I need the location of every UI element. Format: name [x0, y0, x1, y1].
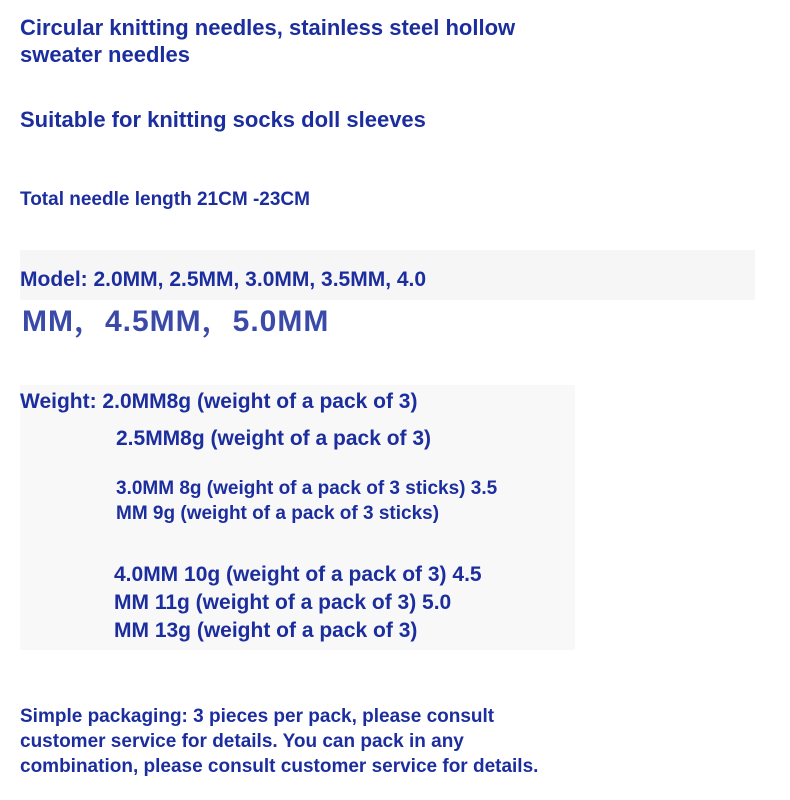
product-title-line: Circular knitting needles, stainless steel hollow: [20, 15, 516, 40]
model-sizes-line: MM，4.5MM，5.0MM: [22, 305, 330, 338]
weight-line: MM 13g (weight of a pack of 3): [114, 619, 418, 642]
model-sizes-line: Model: 2.0MM, 2.5MM, 3.0MM, 3.5MM, 4.0: [20, 268, 427, 291]
weight-line: 4.0MM 10g (weight of a pack of 3) 4.5: [114, 563, 482, 586]
weight-line: 2.5MM8g (weight of a pack of 3): [116, 427, 432, 450]
needle-length-text: Total needle length 21CM -23CM: [20, 189, 310, 210]
weight-line: Weight: 2.0MM8g (weight of a pack of 3): [20, 390, 418, 413]
packaging-line: Simple packaging: 3 pieces per pack, please consult: [20, 706, 495, 727]
product-title: [20, 14, 515, 68]
packaging-note: [20, 704, 538, 779]
weight-line: MM 11g (weight of a pack of 3) 5.0: [114, 591, 452, 614]
weight-block: [116, 476, 497, 526]
product-title-line: sweater needles: [20, 42, 190, 67]
weight-block: [114, 561, 482, 645]
packaging-line: combination, please consult customer service for details.: [20, 756, 539, 777]
weight-line: MM 9g (weight of a pack of 3 sticks): [116, 503, 440, 524]
suitable-for-text: Suitable for knitting socks doll sleeves: [20, 107, 426, 132]
packaging-line: customer service for details. You can pack in any: [20, 731, 464, 752]
weight-line: 3.0MM 8g (weight of a pack of 3 sticks) 3.5: [116, 478, 498, 499]
